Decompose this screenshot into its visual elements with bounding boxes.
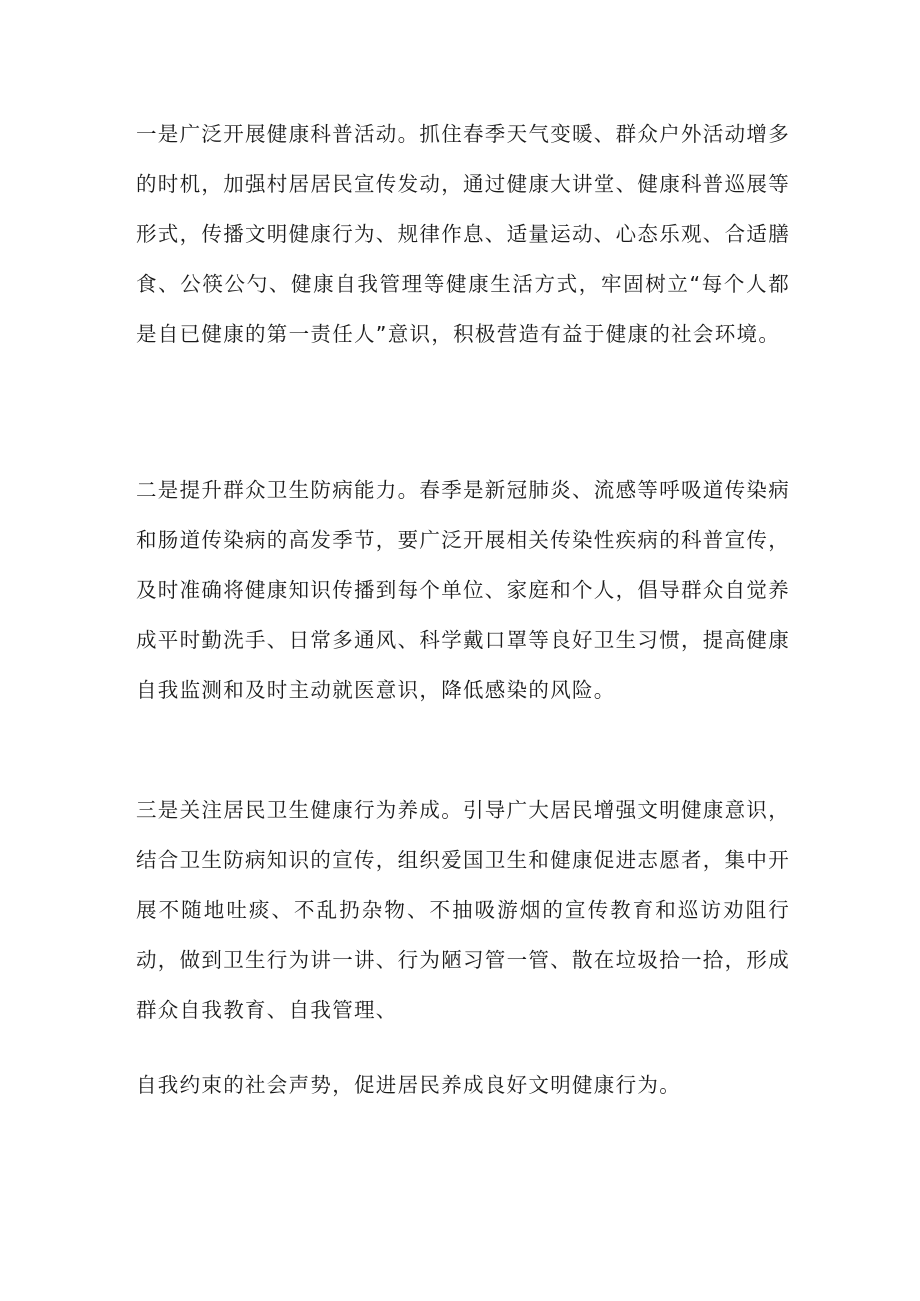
paragraph-conclusion: 自我约束的社会声势，促进居民养成良好文明健康行为。 (136, 1073, 681, 1097)
paragraph-disease-prevention: 二是提升群众卫生防病能力。春季是新冠肺炎、流感等呼吸道传染病和肠道传染病的高发季节，要广泛开展相关传染性疾病的科普宣传，及时准确将健康知识传播到每个单位、家庭和个人，倡导群众自觉养成平时勤洗手、日常多通风、科学戴口罩等良好卫生习惯，提高健康自我监测和及时主动就医意识，降低感染的风险。 (136, 478, 790, 702)
paragraph-hygiene-behavior: 三是关注居民卫生健康行为养成。引导广大居民增强文明健康意识，结合卫生防病知识的宣传，组织爱国卫生和健康促进志愿者，集中开展不随地吐痰、不乱扔杂物、不抽吸游烟的宣传教育和巡访劝阻行动，做到卫生行为讲一讲、行为陋习管一管、散在垃圾拾一拾，形成群众自我教育、自我管理、 (136, 798, 790, 1022)
paragraph-health-education: 一是广泛开展健康科普活动。抓住春季天气变暖、群众户外活动增多的时机，加强村居居民宣传发动，通过健康大讲堂、健康科普巡展等形式，传播文明健康行为、规律作息、适量运动、心态乐观、合适膳食、公筷公勺、健康自我管理等健康生活方式，牢固树立“每个人都是自已健康的第一责任人”意识，积极营造有益于健康的社会环境。 (136, 122, 790, 346)
